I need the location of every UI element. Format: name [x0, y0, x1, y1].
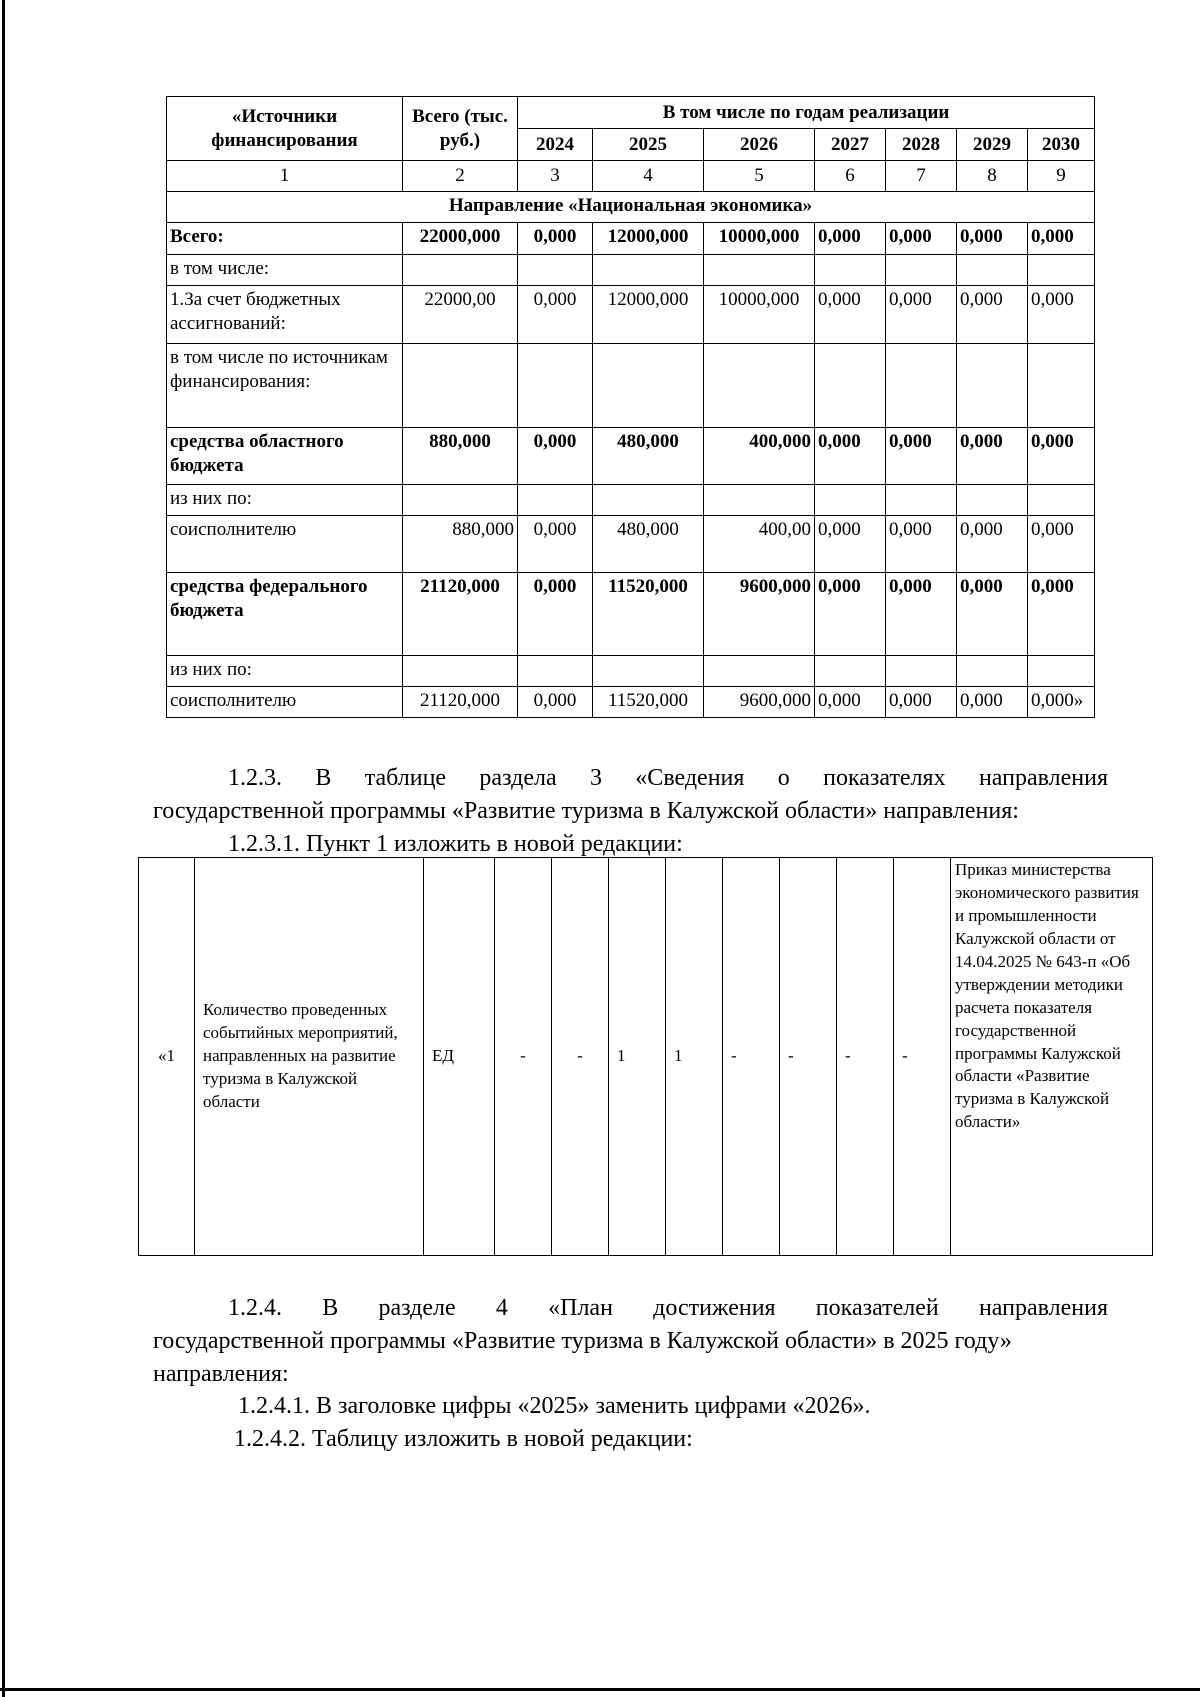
row-label: средства федерального бюджета: [167, 573, 403, 656]
paragraph-1-2-4-line2: государственной программы «Развитие туризма в Калужской области» в 2025 году»: [153, 1328, 1012, 1354]
table-row: [167, 428, 1095, 485]
row-value: 0,000: [1028, 223, 1095, 255]
row-value: 0,000: [518, 223, 593, 255]
row-value: 0,000: [518, 286, 593, 344]
indicator-document: Приказ министерства экономического развития и промышленности Калужской области от 14.04.2025 № 643-п «Об утверждении методики расчета показателя государственной программы Калужской области «Развитие туризма в Калужской области»: [951, 858, 1153, 1256]
table-row: [167, 255, 1095, 286]
section-title: Направление «Национальная экономика»: [167, 192, 1095, 223]
row-value: 0,000: [886, 516, 957, 573]
row-value: 0,000: [957, 223, 1028, 255]
row-label: Всего:: [167, 223, 403, 255]
row-value: 0,000: [957, 428, 1028, 485]
row-value: 0,000: [815, 516, 886, 573]
paragraph-1-2-3-1: 1.2.3.1. Пункт 1 изложить в новой редакции:: [228, 831, 683, 857]
paragraph-1-2-4-line3: направления:: [153, 1361, 289, 1387]
indicator-number: «1: [139, 858, 195, 1256]
row-value: 0,000: [815, 573, 886, 656]
row-value: 0,000: [1028, 516, 1095, 573]
col-number: 2: [403, 161, 518, 192]
row-value: [518, 344, 593, 428]
row-label: средства областного бюджета: [167, 428, 403, 485]
row-value: [704, 255, 815, 286]
row-value: 0,000»: [1028, 687, 1095, 718]
header-sources: «Источники финансирования: [167, 97, 403, 161]
row-value: 11520,000: [593, 573, 704, 656]
table-row: [167, 516, 1095, 573]
col-number: 7: [886, 161, 957, 192]
table-row: [167, 687, 1095, 718]
row-value: [593, 255, 704, 286]
row-value: 0,000: [886, 286, 957, 344]
row-value: 400,000: [704, 428, 815, 485]
row-total: 880,000: [403, 428, 518, 485]
row-value: 480,000: [593, 516, 704, 573]
row-value: 0,000: [1028, 428, 1095, 485]
row-total: [403, 485, 518, 516]
row-value: [518, 255, 593, 286]
row-value: 0,000: [518, 687, 593, 718]
header-year: 2024: [518, 129, 593, 161]
indicator-row: [139, 858, 1153, 1256]
indicator-cell: 1: [609, 858, 666, 1256]
row-value: 0,000: [815, 428, 886, 485]
indicator-cell: -: [894, 858, 951, 1256]
table-row: [167, 485, 1095, 516]
row-value: [957, 344, 1028, 428]
row-label: 1.За счет бюджетных ассигнований:: [167, 286, 403, 344]
paragraph-1-2-4-1: 1.2.4.1. В заголовке цифры «2025» заменить цифрами «2026».: [238, 1393, 871, 1419]
header-year: 2028: [886, 129, 957, 161]
row-label: соисполнителю: [167, 687, 403, 718]
row-value: 0,000: [886, 223, 957, 255]
row-label: в том числе:: [167, 255, 403, 286]
col-number: 5: [704, 161, 815, 192]
indicator-table: [138, 857, 1153, 1256]
table-row: [167, 344, 1095, 428]
row-value: 0,000: [886, 573, 957, 656]
indicator-cell: -: [552, 858, 609, 1256]
col-number: 1: [167, 161, 403, 192]
paragraph-1-2-4-line1: 1.2.4. В разделе 4 «План достижения показателей направления: [228, 1295, 1108, 1321]
col-number: 3: [518, 161, 593, 192]
row-label: из них по:: [167, 485, 403, 516]
row-value: 10000,000: [704, 223, 815, 255]
row-value: [593, 485, 704, 516]
header-year: 2025: [593, 129, 704, 161]
header-year: 2030: [1028, 129, 1095, 161]
row-label: в том числе по источникам финансирования:: [167, 344, 403, 428]
row-value: 0,000: [957, 516, 1028, 573]
row-total: 21120,000: [403, 573, 518, 656]
indicator-cell: -: [780, 858, 837, 1256]
header-year: 2026: [704, 129, 815, 161]
row-value: 0,000: [1028, 286, 1095, 344]
indicator-cell: -: [723, 858, 780, 1256]
row-value: [886, 656, 957, 687]
row-value: 9600,000: [704, 687, 815, 718]
table-row: [167, 223, 1095, 255]
indicator-unit: ЕД: [424, 858, 495, 1256]
header-year: 2027: [815, 129, 886, 161]
row-value: [957, 656, 1028, 687]
header-years-title: В том числе по годам реализации: [518, 97, 1095, 129]
row-value: [1028, 485, 1095, 516]
row-value: 0,000: [815, 223, 886, 255]
row-value: [704, 344, 815, 428]
indicator-name: Количество проведенных событийных мероприятий, направленных на развитие туризма в Калужской области: [195, 858, 424, 1256]
row-value: 0,000: [886, 687, 957, 718]
col-number: 9: [1028, 161, 1095, 192]
col-number: 6: [815, 161, 886, 192]
row-value: [518, 485, 593, 516]
table-row: [167, 286, 1095, 344]
paragraph-1-2-3-line2: государственной программы «Развитие туризма в Калужской области» направления:: [153, 798, 1019, 824]
column-numbers-row: [167, 161, 1095, 192]
row-value: [593, 656, 704, 687]
row-value: [704, 656, 815, 687]
row-value: 0,000: [957, 286, 1028, 344]
row-value: [1028, 344, 1095, 428]
col-number: 4: [593, 161, 704, 192]
row-value: [518, 656, 593, 687]
row-value: 9600,000: [704, 573, 815, 656]
col-number: 8: [957, 161, 1028, 192]
row-value: 480,000: [593, 428, 704, 485]
row-value: 0,000: [518, 516, 593, 573]
header-total: Всего (тыс. руб.): [403, 97, 518, 161]
row-value: [815, 344, 886, 428]
row-value: 0,000: [518, 428, 593, 485]
row-value: [957, 485, 1028, 516]
indicator-cell: -: [837, 858, 894, 1256]
row-value: 11520,000: [593, 687, 704, 718]
row-label: из них по:: [167, 656, 403, 687]
row-value: [815, 255, 886, 286]
row-value: [957, 255, 1028, 286]
row-total: 880,000: [403, 516, 518, 573]
row-value: [886, 255, 957, 286]
paragraph-1-2-3-line1: 1.2.3. В таблице раздела 3 «Сведения о показателях направления: [228, 765, 1108, 791]
row-value: [815, 485, 886, 516]
row-value: [815, 656, 886, 687]
row-total: [403, 656, 518, 687]
row-total: 22000,00: [403, 286, 518, 344]
row-value: 10000,000: [704, 286, 815, 344]
row-value: 400,00: [704, 516, 815, 573]
row-value: 0,000: [815, 687, 886, 718]
row-value: [1028, 656, 1095, 687]
row-value: [704, 485, 815, 516]
row-value: [886, 344, 957, 428]
row-value: 0,000: [957, 573, 1028, 656]
row-value: 0,000: [957, 687, 1028, 718]
section-row: [167, 192, 1095, 223]
row-value: 12000,000: [593, 286, 704, 344]
row-value: [593, 344, 704, 428]
row-value: [886, 485, 957, 516]
row-value: [1028, 255, 1095, 286]
page-bottom-edge: [0, 1688, 1200, 1691]
row-label: соисполнителю: [167, 516, 403, 573]
table-row: [167, 656, 1095, 687]
row-value: 0,000: [815, 286, 886, 344]
row-value: 0,000: [518, 573, 593, 656]
indicator-cell: 1: [666, 858, 723, 1256]
row-total: [403, 255, 518, 286]
indicator-cell: -: [495, 858, 552, 1256]
header-row-1: [167, 97, 1095, 129]
row-value: 0,000: [1028, 573, 1095, 656]
paragraph-1-2-4-2: 1.2.4.2. Таблицу изложить в новой редакции:: [234, 1426, 693, 1452]
row-total: 22000,000: [403, 223, 518, 255]
page-left-edge: [2, 0, 5, 1697]
row-total: 21120,000: [403, 687, 518, 718]
table-row: [167, 573, 1095, 656]
row-total: [403, 344, 518, 428]
header-year: 2029: [957, 129, 1028, 161]
row-value: 0,000: [886, 428, 957, 485]
row-value: 12000,000: [593, 223, 704, 255]
finance-table: [166, 96, 1095, 718]
